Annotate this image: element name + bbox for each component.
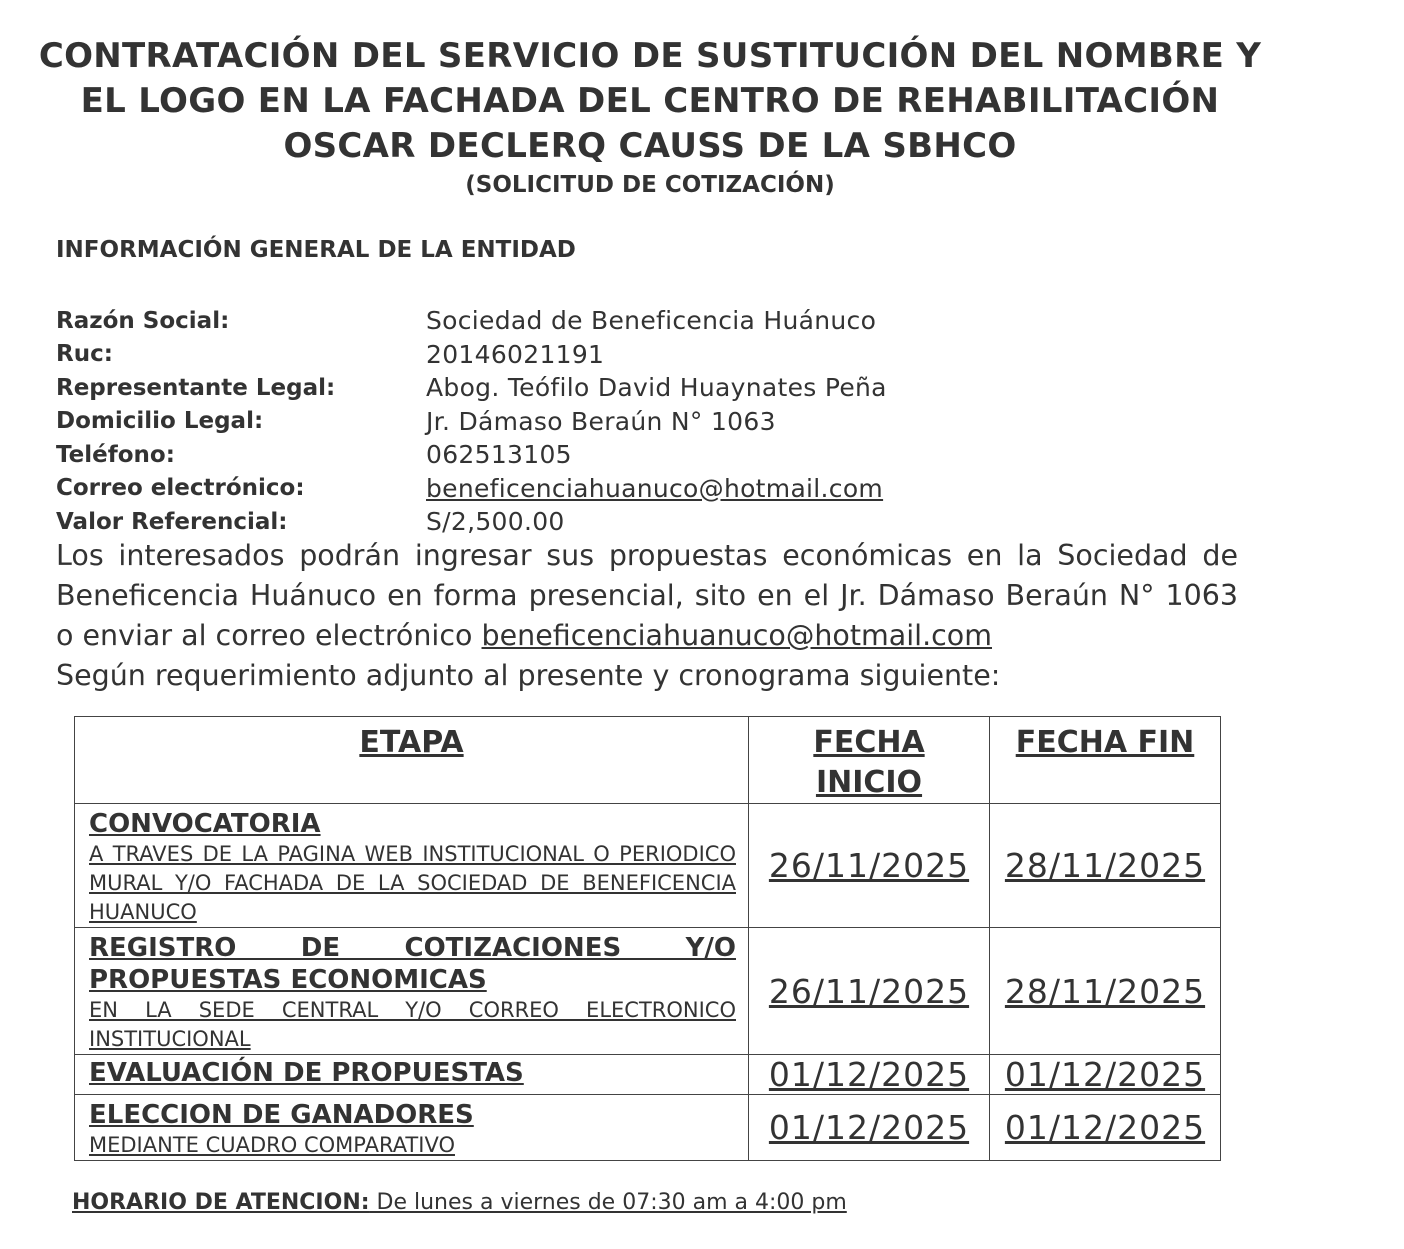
header-fecha-inicio (749, 717, 990, 804)
paragraph-email-link[interactable]: beneficenciahuanuco@hotmail.com (481, 619, 992, 652)
stage-description: MEDIANTE CUADRO COMPARATIVO (89, 1133, 455, 1157)
start-date: 26/11/2025 (749, 804, 990, 928)
office-hours (72, 1190, 847, 1215)
header-fecha-inicio-line2: INICIO (815, 765, 923, 800)
stage-description: EN LA SEDE CENTRAL Y/O CORREO ELECTRONICO INSTITUCIONAL (89, 998, 736, 1051)
info-label: Razón Social: (56, 307, 230, 334)
info-row-domicilio (56, 405, 1256, 439)
header-fecha-fin: FECHA FIN (990, 717, 1221, 804)
info-label: Correo electrónico: (56, 475, 305, 502)
document-title (0, 34, 1300, 169)
info-row-correo (56, 472, 1256, 506)
info-row-razon-social (56, 304, 1256, 338)
table-header-row (75, 717, 1221, 804)
paragraph-text-2: Según requerimiento adjunto al presente y cronograma siguiente: (56, 659, 1001, 692)
info-row-valor (56, 505, 1256, 539)
info-label: Domicilio Legal: (56, 408, 264, 435)
info-label: Teléfono: (56, 441, 175, 468)
end-date: 01/12/2025 (990, 1055, 1221, 1095)
end-date: 01/12/2025 (990, 1095, 1221, 1161)
section-heading: INFORMACIÓN GENERAL DE LA ENTIDAD (56, 237, 576, 263)
header-etapa: ETAPA (75, 717, 749, 804)
end-date: 28/11/2025 (990, 928, 1221, 1055)
info-value: 062513105 (426, 440, 572, 470)
start-date: 01/12/2025 (749, 1055, 990, 1095)
title-line: CONTRATACIÓN DEL SERVICIO DE SUSTITUCIÓN DEL NOMBRE Y (38, 36, 1262, 76)
info-value: Jr. Dámaso Beraún N° 1063 (426, 406, 776, 436)
stage-cell (75, 804, 749, 928)
entity-info (56, 304, 1256, 539)
stage-cell (75, 928, 749, 1055)
paragraph-text: Los interesados podrán ingresar sus propuestas económicas en la Sociedad de Beneficencia Huánuco en forma presencial, sito en el Jr. Dámaso Beraún N° 1063 o enviar al correo electrónico (56, 539, 1238, 652)
info-label: Ruc: (56, 341, 113, 368)
hours-label: HORARIO DE ATENCION: (72, 1190, 370, 1215)
info-row-ruc (56, 338, 1256, 372)
title-line: OSCAR DECLERQ CAUSS DE LA SBHCO (283, 126, 1017, 166)
stage-title: ELECCION DE GANADORES (89, 1100, 474, 1130)
document-subtitle: (SOLICITUD DE COTIZACIÓN) (465, 172, 835, 198)
hours-value: De lunes a viernes de 07:30 am a 4:00 pm (369, 1190, 847, 1215)
stage-title: CONVOCATORIA (89, 809, 321, 839)
info-label: Valor Referencial: (56, 508, 288, 535)
info-value: 20146021191 (426, 339, 605, 369)
info-value: S/2,500.00 (426, 507, 565, 537)
email-link[interactable]: beneficenciahuanuco@hotmail.com (426, 473, 884, 503)
info-label: Representante Legal: (56, 374, 336, 401)
info-value: Abog. Teófilo David Huaynates Peña (426, 373, 887, 403)
schedule-table (74, 716, 1221, 1161)
end-date: 28/11/2025 (990, 804, 1221, 928)
info-row-representante (56, 371, 1256, 405)
stage-description: A TRAVES DE LA PAGINA WEB INSTITUCIONAL O PERIODICO MURAL Y/O FACHADA DE LA SOCIEDAD DE BENEFICENCIA HUANUCO (89, 842, 736, 924)
start-date: 26/11/2025 (749, 928, 990, 1055)
stage-title: EVALUACIÓN DE PROPUESTAS (89, 1058, 524, 1088)
instructions-paragraph (56, 536, 1238, 696)
title-line: EL LOGO EN LA FACHADA DEL CENTRO DE REHABILITACIÓN (80, 81, 1220, 121)
stage-cell (75, 1055, 749, 1095)
table-row (75, 804, 1221, 928)
table-row (75, 928, 1221, 1055)
stage-title: REGISTRO DE COTIZACIONES Y/O PROPUESTAS ECONOMICAS (89, 933, 736, 995)
table-row (75, 1095, 1221, 1161)
table-row (75, 1055, 1221, 1095)
start-date: 01/12/2025 (749, 1095, 990, 1161)
stage-cell (75, 1095, 749, 1161)
header-fecha-inicio-line1: FECHA (813, 725, 925, 760)
info-value: Sociedad de Beneficencia Huánuco (426, 306, 877, 336)
info-row-telefono (56, 438, 1256, 472)
